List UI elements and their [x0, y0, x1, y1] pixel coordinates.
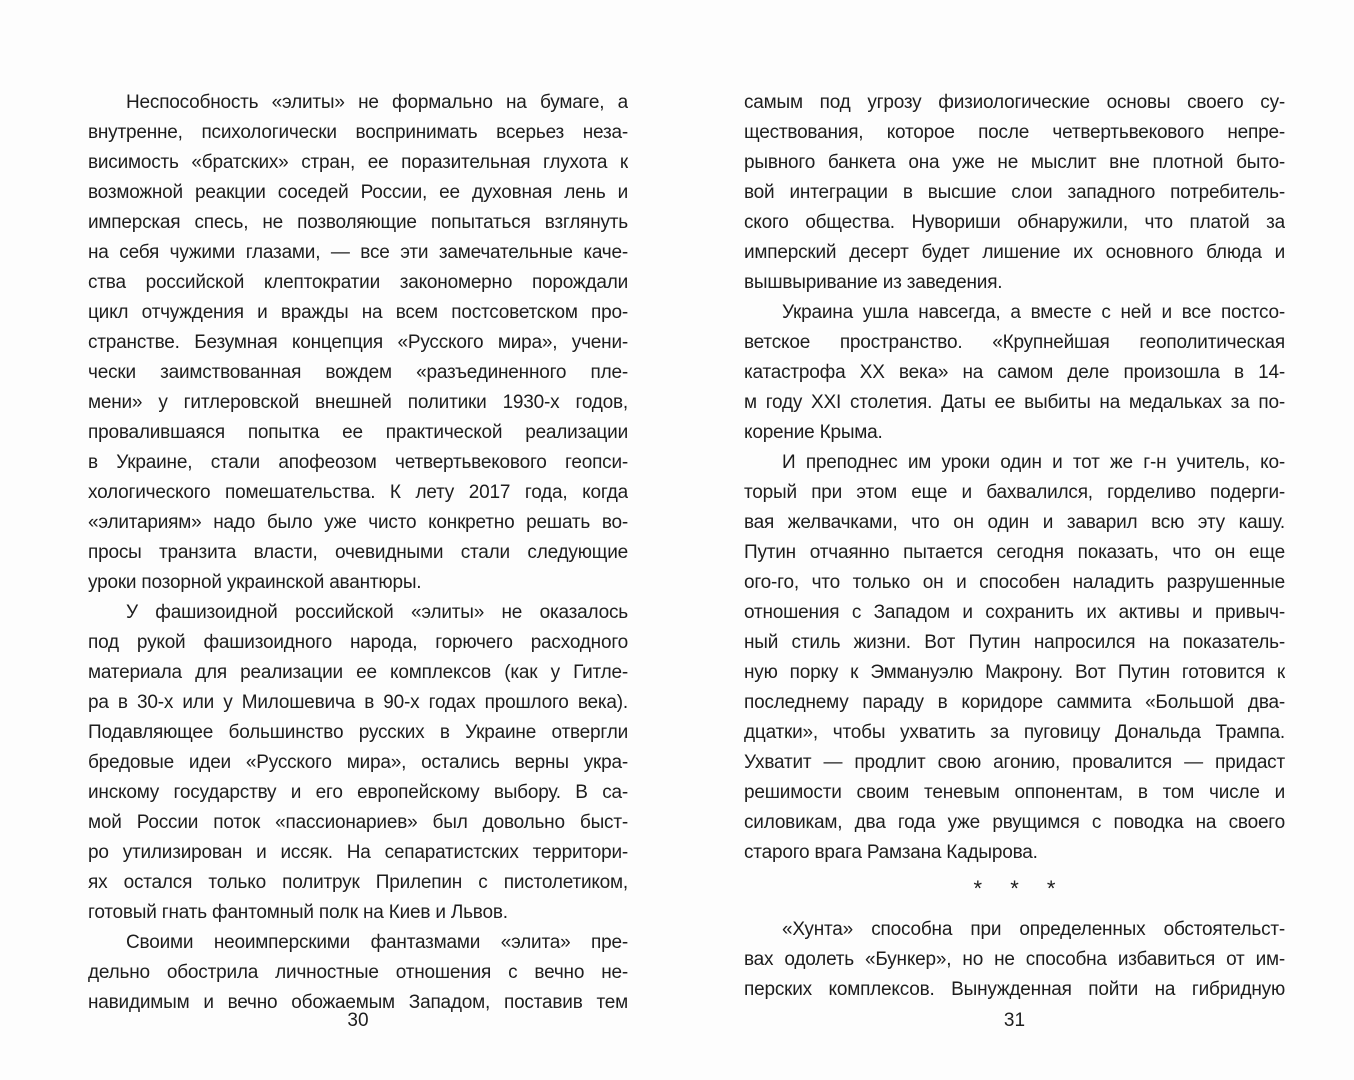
text-line: имперская спесь, не позволяющие попытаться взглянуть [88, 212, 628, 233]
text-line: вой интеграции в высшие слои западного потребитель- [744, 182, 1285, 203]
text-line: ого-го, что только он и способен наладить разрушенные [744, 572, 1285, 593]
paragraph [744, 915, 1285, 1005]
text-line: в Украине, стали апофеозом четвертьвекового геопси- [88, 452, 628, 473]
text-line: ветское пространство. «Крупнейшая геополитическая [744, 332, 1285, 353]
text-line: Подавляющее большинство русских в Украине отвергли [88, 722, 628, 743]
text-line: вая желвачками, что он один и заварил всю эту кашу. [744, 512, 1285, 533]
page-left [88, 88, 628, 1031]
paragraph [744, 448, 1285, 868]
text-line: старого врага Рамзана Кадырова. [744, 842, 1038, 863]
page-number-left: 30 [347, 1010, 369, 1031]
text-line: странстве. Безумная концепция «Русского мира», учени- [88, 332, 628, 353]
text-line: ства российской клептократии закономерно порождали [88, 272, 628, 293]
text-line: хологического помешательства. К лету 2017 года, когда [88, 482, 628, 503]
text-line: чески заимствованная вождем «разъединенного пле- [88, 362, 628, 383]
text-line: катастрофа XX века» на самом деле произошла в 14- [744, 362, 1285, 383]
text-line: решимости своим теневым оппонентам, в том числе и [744, 782, 1285, 803]
text-line: рывного банкета она уже не мыслит вне плотной быто- [744, 152, 1285, 173]
text-line: Ухватит — продлит свою агонию, провалится — придаст [744, 752, 1285, 773]
text-line: У фашизоидной российской «элиты» не оказалось [126, 602, 628, 623]
paragraph [88, 88, 628, 598]
text-line: мой России поток «пассионариев» был довольно быст- [88, 812, 628, 833]
text-line: уроки позорной украинской авантюры. [88, 572, 422, 593]
text-line: материала для реализации ее комплексов (как у Гитле- [88, 662, 628, 683]
text-line: на себя чужими глазами, — все эти замечательные каче- [88, 242, 628, 263]
page-right-text [744, 88, 1285, 1005]
text-line: ях остался только политрук Прилепин с пистолетиком, [88, 872, 628, 893]
text-line: бредовые идеи «Русского мира», остались верны укра- [88, 752, 628, 773]
text-line: ро утилизирован и иссяк. На сепаратистских территори- [88, 842, 628, 863]
text-line: силовикам, два года уже рвущимся с поводка на своего [744, 812, 1285, 833]
page-left-text [88, 88, 628, 1018]
text-line: провалившаяся попытка ее практической реализации [88, 422, 628, 443]
page-number-right: 31 [1003, 1010, 1026, 1031]
text-line: самым под угрозу физиологические основы своего су- [744, 92, 1285, 113]
paragraph [88, 928, 628, 1018]
text-line: И преподнес им уроки один и тот же г-н учитель, ко- [782, 452, 1285, 473]
section-break: * * * [973, 876, 1056, 901]
text-line: м году XXI столетия. Даты ее выбиты на медальках за по- [744, 392, 1285, 413]
text-line: навидимым и вечно обожаемым Западом, поставив тем [88, 992, 628, 1013]
text-line: возможной реакции соседей России, ее духовная лень и [88, 182, 628, 203]
text-line: цикл отчуждения и вражды на всем постсоветском про- [88, 302, 628, 323]
text-line: последнему параду в коридоре саммита «Большой два- [744, 692, 1285, 713]
text-line: перских комплексов. Вынужденная пойти на гибридную [744, 979, 1285, 1000]
text-line: торый при этом еще и бахвалился, горделиво подерги- [744, 482, 1285, 503]
text-line: «Хунта» способна при определенных обстоятельст- [782, 919, 1285, 940]
text-line: Путин отчаянно пытается сегодня показать, что он еще [744, 542, 1285, 563]
text-line: ществования, которое после четвертьвекового непре- [744, 122, 1285, 143]
text-line: мени» у гитлеровской внешней политики 1930-х годов, [88, 392, 628, 413]
text-line: Украина ушла навсегда, а вместе с ней и все постсо- [782, 302, 1285, 323]
text-line: вышвыривание из заведения. [744, 272, 1003, 293]
text-line: дцатки», чтобы ухватить за пуговицу Дональда Трампа. [744, 722, 1285, 743]
paragraph [744, 88, 1285, 298]
text-line: имперский десерт будет лишение их основного блюда и [744, 242, 1285, 263]
text-line: ра в 30-х или у Милошевича в 90-х годах прошлого века). [88, 692, 628, 713]
text-line: «элитариям» надо было уже чисто конкретно решать во- [88, 512, 628, 533]
text-line: просы транзита власти, очевидными стали следующие [88, 542, 628, 563]
text-line: инскому государству и его европейскому выбору. В са- [88, 782, 628, 803]
text-line: корение Крыма. [744, 422, 883, 443]
text-line: под рукой фашизоидного народа, горючего расходного [88, 632, 628, 653]
paragraph [88, 598, 628, 928]
paragraph [744, 298, 1285, 448]
text-line: вах одолеть «Бункер», но не способна избавиться от им- [744, 949, 1285, 970]
text-line: висимость «братских» стран, ее поразительная глухота к [88, 152, 628, 173]
text-line: ную порку к Эммануэлю Макрону. Вот Путин готовится к [744, 662, 1285, 683]
text-line: отношения с Западом и сохранить их активы и привыч- [744, 602, 1285, 623]
text-line: Неспособность «элиты» не формально на бумаге, а [126, 92, 628, 113]
text-line: ный стиль жизни. Вот Путин напросился на показатель- [744, 632, 1285, 653]
text-line: ского общества. Нувориши обнаружили, что платой за [744, 212, 1285, 233]
text-line: внутренне, психологически воспринимать всерьез неза- [88, 122, 628, 143]
text-line: готовый гнать фантомный полк на Киев и Львов. [88, 902, 508, 923]
text-line: дельно обострила личностные отношения с вечно не- [88, 962, 628, 983]
page-right [744, 88, 1285, 1031]
text-line: Своими неоимперскими фантазмами «элита» пре- [126, 932, 628, 953]
